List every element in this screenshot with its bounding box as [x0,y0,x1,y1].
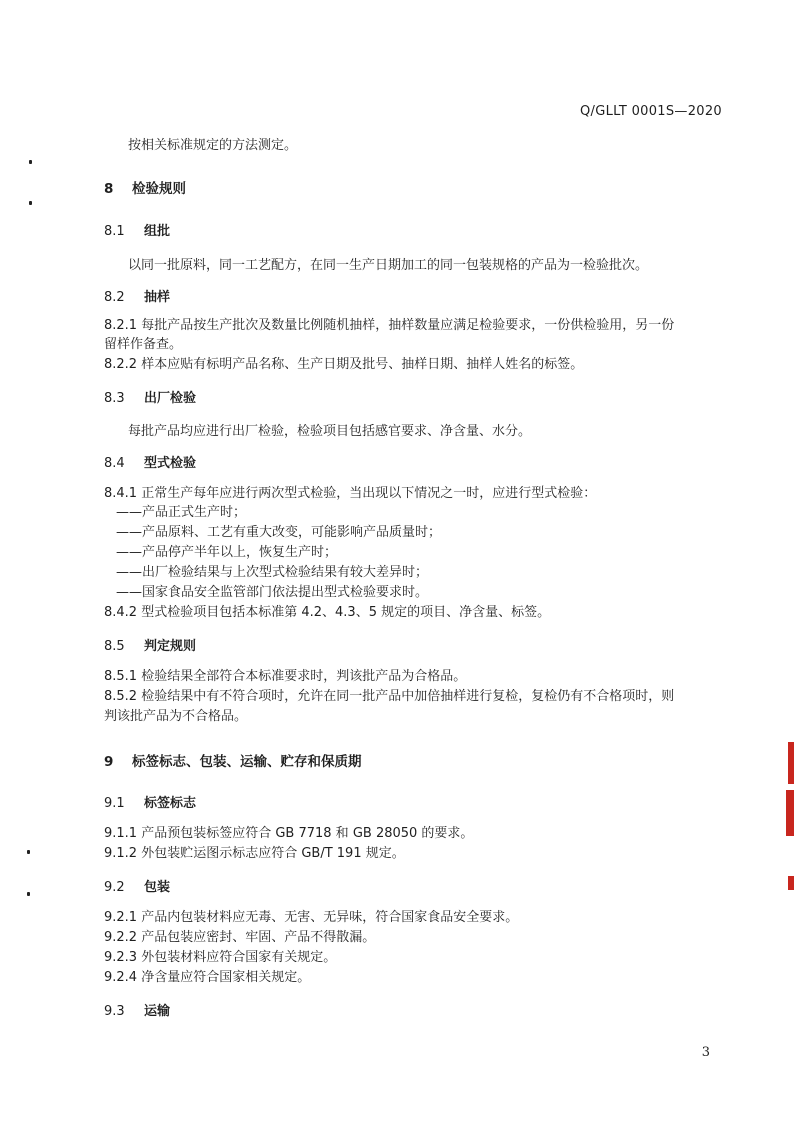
document-code: Q/GLLT 0001S—2020 [580,104,722,119]
clause-text: 判该批产品为不合格品。 [104,709,248,724]
section-number: 8.2 [104,290,125,305]
clause-text: 9.2.3 外包装材料应符合国家有关规定。 [104,950,337,965]
paragraph-text: 以同一批原料，同一工艺配方，在同一生产日期加工的同一包装规格的产品为一检验批次。 [128,258,649,273]
list-item: ——出厂检验结果与上次型式检验结果有较大差异时； [116,565,429,580]
seal-stamp-fragment [788,876,794,890]
clause-text: 8.4.2 型式检验项目包括本标准第 4.2、4.3、5 规定的项目、净含量、标签。 [104,605,551,620]
section-number: 8.5 [104,639,125,654]
section-number: 9.2 [104,880,125,895]
clause-text: 9.2.2 产品包装应密封、牢固、产品不得散漏。 [104,930,376,945]
section-heading-8-1 [104,222,724,242]
section-number: 9 [104,754,114,770]
clause-text: 9.2.4 净含量应符合国家相关规定。 [104,970,311,985]
section-title: 型式检验 [144,456,197,471]
section-heading-9-2 [104,878,724,898]
section-heading-8 [104,179,724,199]
page-number: 3 [701,1045,710,1060]
section-heading-8-2 [104,288,724,308]
list-item: ——产品停产半年以上，恢复生产时； [116,545,338,560]
list-item: ——国家食品安全监管部门依法提出型式检验要求时。 [116,585,429,600]
section-number: 8.3 [104,391,125,406]
seal-stamp-fragment [788,742,794,784]
scan-speck [29,201,32,205]
section-heading-8-4 [104,454,724,474]
paragraph-text: 每批产品均应进行出厂检验，检验项目包括感官要求、净含量、水分。 [128,424,532,439]
section-heading-9-1 [104,794,724,814]
section-title: 组批 [144,224,171,239]
section-title: 出厂检验 [144,391,197,406]
section-title: 判定规则 [144,639,197,654]
section-heading-8-5 [104,637,724,657]
section-number: 8.4 [104,456,125,471]
clause-text: 8.4.1 正常生产每年应进行两次型式检验，当出现以下情况之一时，应进行型式检验： [104,486,597,501]
section-title: 抽样 [144,290,171,305]
section-heading-9 [104,752,724,772]
paragraph-text: 按相关标准规定的方法测定。 [128,138,298,153]
clause-text: 8.5.2 检验结果中有不符合项时，允许在同一批产品中加倍抽样进行复检，复检仍有不合格项时，则 [104,689,675,704]
clause-text: 9.1.2 外包装贮运图示标志应符合 GB/T 191 规定。 [104,846,405,861]
seal-stamp-fragment [786,790,794,836]
section-heading-8-3 [104,389,724,409]
section-title: 运输 [144,1004,171,1019]
clause-text: 8.2.2 样本应贴有标明产品名称、生产日期及批号、抽样日期、抽样人姓名的标签。 [104,357,584,372]
list-item: ——产品正式生产时； [116,505,247,520]
clause-text: 留样作备查。 [104,337,183,352]
section-number: 8.1 [104,224,125,239]
section-heading-9-3 [104,1002,724,1022]
clause-text: 8.5.1 检验结果全部符合本标准要求时，判该批产品为合格品。 [104,669,467,684]
section-number: 9.3 [104,1004,125,1019]
section-title: 标签标志、包装、运输、贮存和保质期 [132,754,362,770]
clause-text: 9.1.1 产品预包装标签应符合 GB 7718 和 GB 28050 的要求。 [104,826,474,841]
scan-speck [27,892,30,896]
section-title: 包装 [144,880,171,895]
list-item: ——产品原料、工艺有重大改变，可能影响产品质量时； [116,525,442,540]
scan-speck [27,850,30,854]
section-number: 8 [104,181,114,197]
section-number: 9.1 [104,796,125,811]
section-title: 检验规则 [132,181,186,197]
clause-text: 9.2.1 产品内包装材料应无毒、无害、无异味，符合国家食品安全要求。 [104,910,519,925]
scan-speck [29,160,32,164]
section-title: 标签标志 [144,796,197,811]
clause-text: 8.2.1 每批产品按生产批次及数量比例随机抽样，抽样数量应满足检验要求，一份供检验用，另一份 [104,318,675,333]
